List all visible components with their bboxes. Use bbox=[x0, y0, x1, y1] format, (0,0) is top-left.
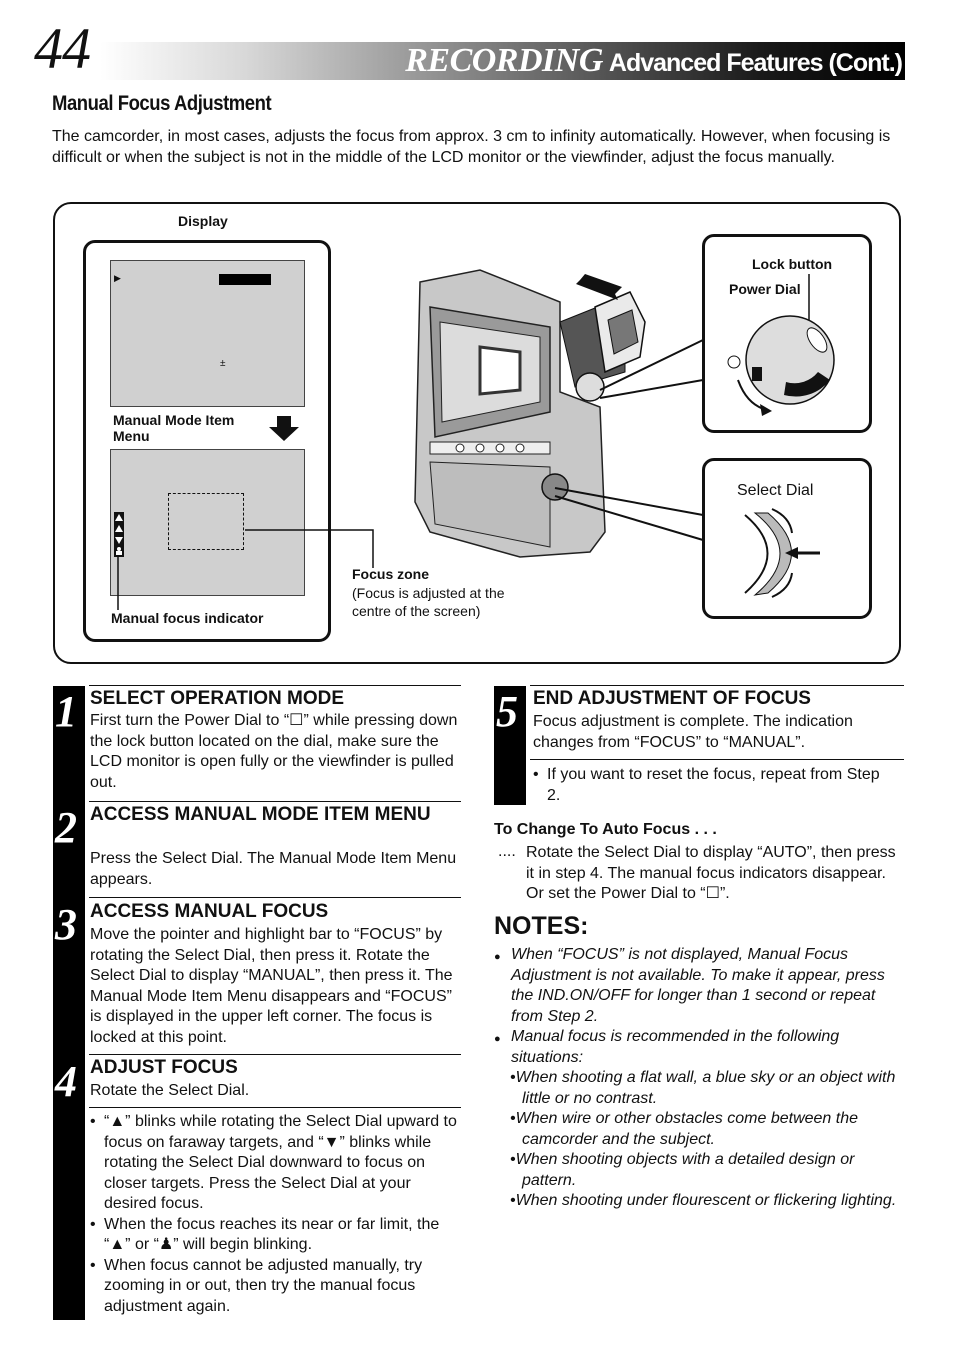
lcd-screen-normal bbox=[110, 260, 305, 407]
note-item: ● Manual focus is recommended in the following situations: bbox=[494, 1027, 906, 1068]
step-3-number: 3 bbox=[55, 900, 77, 949]
focus-indicator-icon bbox=[114, 512, 124, 557]
list-item: • When focus cannot be adjusted manually, try zooming in or out, then try the manual focus adjustment again. bbox=[90, 1256, 462, 1318]
list-item: • “▲” blinks while rotating the Select Dial upward to focus on faraway targets, and “▼” blinks while rotating the Select Dial downward to focus on closer targets. Press the Select Dial at your desired focus. bbox=[90, 1112, 462, 1215]
rule bbox=[89, 685, 461, 686]
power-dial-icon bbox=[722, 270, 852, 420]
pointer-icon: ▶ bbox=[114, 273, 121, 283]
note-subitem: •When shooting a flat wall, a blue sky or an object with little or no contrast. bbox=[510, 1069, 896, 1107]
focus-zone-note: (Focus is adjusted at the centre of the screen) bbox=[352, 585, 505, 619]
step-4-number: 4 bbox=[55, 1057, 77, 1106]
step-3-body: Move the pointer and highlight bar to “FOCUS” by rotating the Select Dial, then press it. Rotate the Select Dial to display “MANUAL”, then press it. The Manual Mode Item Menu disappears and “FOCUS” is displayed in the upper left corner. The focus is locked at this point. bbox=[90, 926, 453, 1046]
rule bbox=[530, 759, 904, 760]
step-2-number: 2 bbox=[55, 803, 77, 852]
step-1-title: SELECT OPERATION MODE bbox=[90, 688, 345, 709]
step-1-body: First turn the Power Dial to “☐” while pressing down the lock button located on the dial, make sure the LCD monitor is open fully or the viewfinder is pulled out. bbox=[90, 712, 458, 791]
rule bbox=[89, 1054, 461, 1055]
step-3-title: ACCESS MANUAL FOCUS bbox=[90, 901, 329, 922]
leader-lines bbox=[545, 300, 725, 550]
rule bbox=[89, 801, 461, 802]
note-subitem: •When shooting objects with a detailed design or pattern. bbox=[510, 1151, 855, 1189]
notes-list bbox=[494, 945, 906, 1212]
page-number: 44 bbox=[34, 16, 90, 81]
step-5-body: Focus adjustment is complete. The indication changes from “FOCUS” to “MANUAL”. bbox=[533, 713, 853, 751]
step-5-number: 5 bbox=[496, 687, 518, 736]
step-2-body: Press the Select Dial. The Manual Mode Item Menu appears. bbox=[90, 850, 457, 888]
select-dial-label: Select Dial bbox=[737, 482, 814, 499]
step-5-title: END ADJUSTMENT OF FOCUS bbox=[533, 688, 811, 709]
header-title bbox=[405, 43, 902, 85]
rule bbox=[530, 685, 904, 686]
auto-focus-body: Rotate the Select Dial to display “AUTO”, then press it in step 4. The manual focus indicators disappear. Or set the Power Dial to “☐”. bbox=[526, 844, 896, 902]
highlight-bar bbox=[219, 274, 271, 285]
section-title: Manual Focus Adjustment bbox=[52, 92, 272, 115]
list-item: • When the focus reaches its near or far limit, the “▲” or “♟” will begin blinking. bbox=[90, 1215, 462, 1256]
focus-zone-label: Focus zone bbox=[352, 566, 430, 582]
auto-focus-leader: .... bbox=[498, 843, 516, 860]
step-2-title: ACCESS MANUAL MODE ITEM MENU bbox=[90, 804, 431, 825]
menu-label: Manual Mode Item Menu bbox=[113, 412, 235, 444]
step-4-body: Rotate the Select Dial. bbox=[90, 1082, 250, 1099]
rule bbox=[89, 897, 461, 898]
power-dial-label: Power Dial bbox=[729, 281, 801, 297]
step-5-bullets bbox=[533, 765, 893, 806]
notes-title: NOTES: bbox=[494, 912, 589, 940]
select-dial-icon bbox=[730, 505, 830, 600]
display-label: Display bbox=[178, 213, 228, 229]
center-mark-icon: ± bbox=[220, 358, 226, 369]
header-title-main: RECORDING bbox=[405, 42, 603, 79]
intro-paragraph: The camcorder, in most cases, adjusts the focus from approx. 3 cm to infinity automatically. However, when focusing is difficult or when the subject is not in the middle of the LCD monitor or the viewfinder, adjust the focus manually. bbox=[52, 128, 891, 166]
note-item: ● When “FOCUS” is not displayed, Manual Focus Adjustment is not available. To make it appear, press the IND.ON/OFF for longer than 1 second or repeat from Step 2. bbox=[494, 945, 906, 1027]
down-arrow-icon bbox=[268, 416, 300, 442]
lock-button-label: Lock button bbox=[752, 256, 833, 272]
step-4-bullets bbox=[90, 1112, 462, 1317]
rule bbox=[89, 1107, 461, 1108]
focus-zone-pointer bbox=[245, 520, 385, 570]
step-1-number: 1 bbox=[55, 687, 77, 736]
note-subitem: •When wire or other obstacles come between the camcorder and the subject. bbox=[510, 1110, 858, 1148]
auto-focus-title: To Change To Auto Focus . . . bbox=[494, 821, 717, 838]
header-title-sub: Advanced Features (Cont.) bbox=[608, 49, 902, 77]
list-item: • If you want to reset the focus, repeat from Step 2. bbox=[533, 765, 893, 806]
steps-bar-left bbox=[53, 686, 85, 1320]
indicator-label: Manual focus indicator bbox=[111, 610, 264, 626]
focus-zone-frame bbox=[168, 493, 244, 550]
note-subitem: •When shooting under flourescent or flickering lighting. bbox=[510, 1192, 897, 1209]
step-4-title: ADJUST FOCUS bbox=[90, 1057, 238, 1078]
